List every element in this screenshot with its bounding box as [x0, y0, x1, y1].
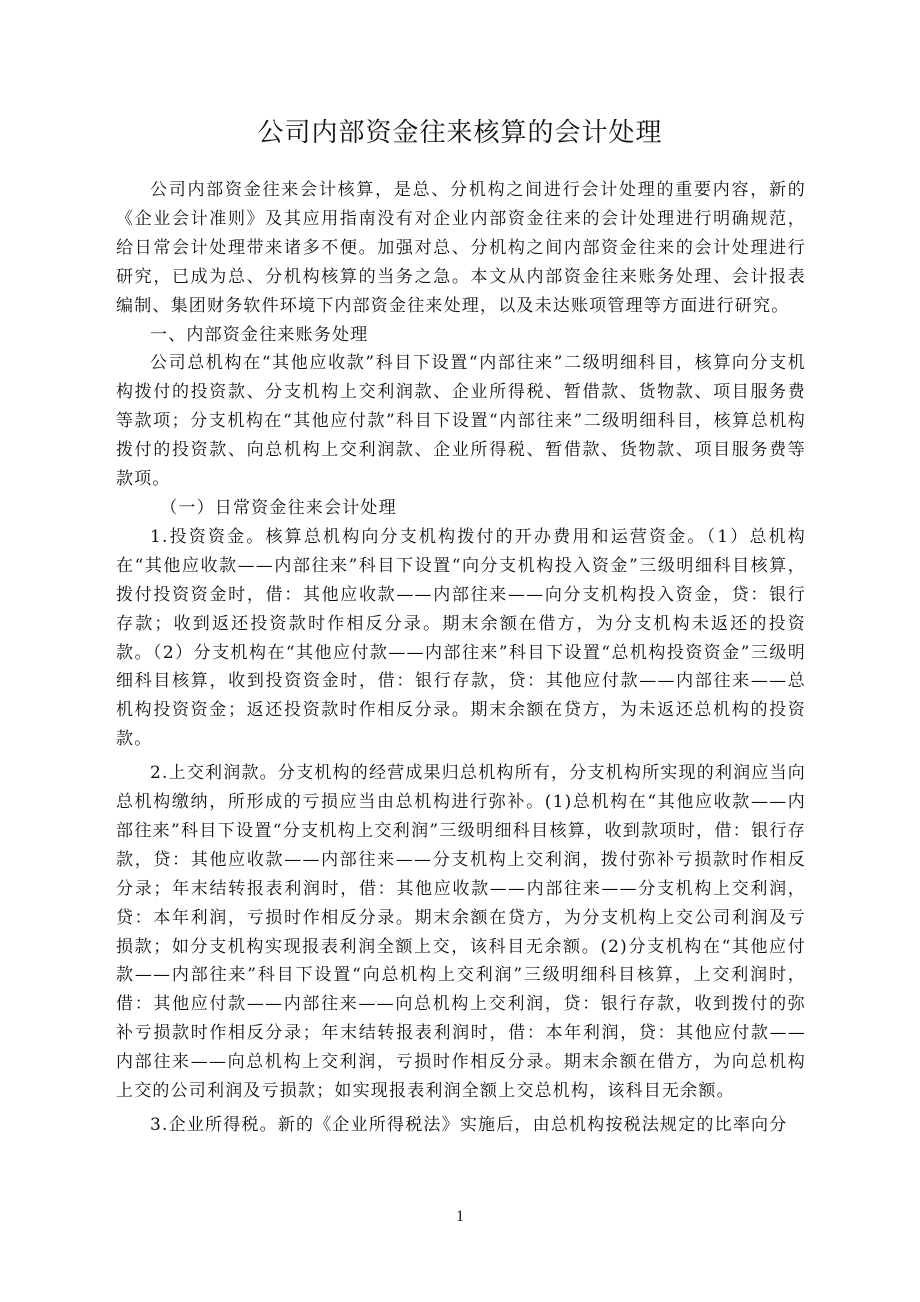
paragraph-accounts-setup: 公司总机构在“其他应收款”科目下设置“内部往来”二级明细科目，核算向分支机构拨付的投资款、分支机构上交利润款、企业所得税、暂借款、货物款、项目服务费等款项；分支机构在“其他应付款”科目下设置“内部往来”二级明细科目，核算总机构拨付的投资款、向总机构上交利润款、企业所得税、暂借款、货物款、项目服务费等款项。 [116, 353, 806, 490]
paragraph-profit-remittance: 2.上交利润款。分支机构的经营成果归总机构所有，分支机构所实现的利润应当向总机构缴纳，所形成的亏损应当由总机构进行弥补。(1)总机构在“其他应收款——内部往来”科目下设置“分支机构上交利润”三级明细科目核算，收到款项时，借：银行存款，贷：其他应收款——内部往来——分支机构上交利润，拨付弥补亏损款时作相反分录；年末结转报表利润时，借：其他应收款——内部往来——分支机构上交利润，贷：本年利润，亏损时作相反分录。期末余额在贷方，为分支机构上交公司利润及亏损款；如分支机构实现报表利润全额上交，该科目无余额。(2)分支机构在“其他应付款——内部往来”科目下设置“向总机构上交利润”三级明细科目核算，上交利润时，借：其他应付款——内部往来——向总机构上交利润，贷：银行存款，收到拨付的弥补亏损款时作相反分录；年末结转报表利润时，借：本年利润，贷：其他应付款——内部往来——向总机构上交利润，亏损时作相反分录。期末余额在借方，为向总机构上交的公司利润及亏损款；如实现报表利润全额上交总机构，该科目无余额。 [116, 763, 806, 1102]
paragraph-investment-funds: 1.投资资金。核算总机构向分支机构拨付的开办费用和运营资金。（1）总机构在“其他应收款——内部往来”科目下设置“向分支机构投入资金”三级明细科目核算，拨付投资资金时，借：其他应收款——内部往来——向分支机构投入资金，贷：银行存款；收到返还投资款时作相反分录。期末余额在借方，为分支机构未返还的投资款。（2）分支机构在“其他应付款——内部往来”科目下设置“总机构投资资金”三级明细科目核算，收到投资资金时，借：银行存款，贷：其他应付款——内部往来——总机构投资资金；返还投资款时作相反分录。期末余额在贷方，为未返还总机构的投资款。 [116, 526, 806, 750]
page-number: 1 [456, 1208, 464, 1225]
page-title: 公司内部资金往来核算的会计处理 [257, 118, 663, 148]
paragraph-intro: 公司内部资金往来会计核算，是总、分机构之间进行会计处理的重要内容，新的《企业会计准则》及其应用指南没有对企业内部资金往来的会计处理进行明确规范，给日常会计处理带来诸多不便。加强对总、分机构之间内部资金往来的会计处理进行研究，已成为总、分机构核算的当务之急。本文从内部资金往来账务处理、会计报表编制、集团财务软件环境下内部资金往来处理，以及未达账项管理等方面进行研究。 [116, 180, 806, 316]
section-heading-1: 一、内部资金往来账务处理 [150, 324, 369, 345]
subsection-heading-1: （一）日常资金往来会计处理 [160, 497, 397, 518]
document-body [116, 176, 806, 1140]
paragraph-income-tax: 3.企业所得税。新的《企业所得税法》实施后，由总机构按税法规定的比率向分 [150, 1115, 788, 1135]
